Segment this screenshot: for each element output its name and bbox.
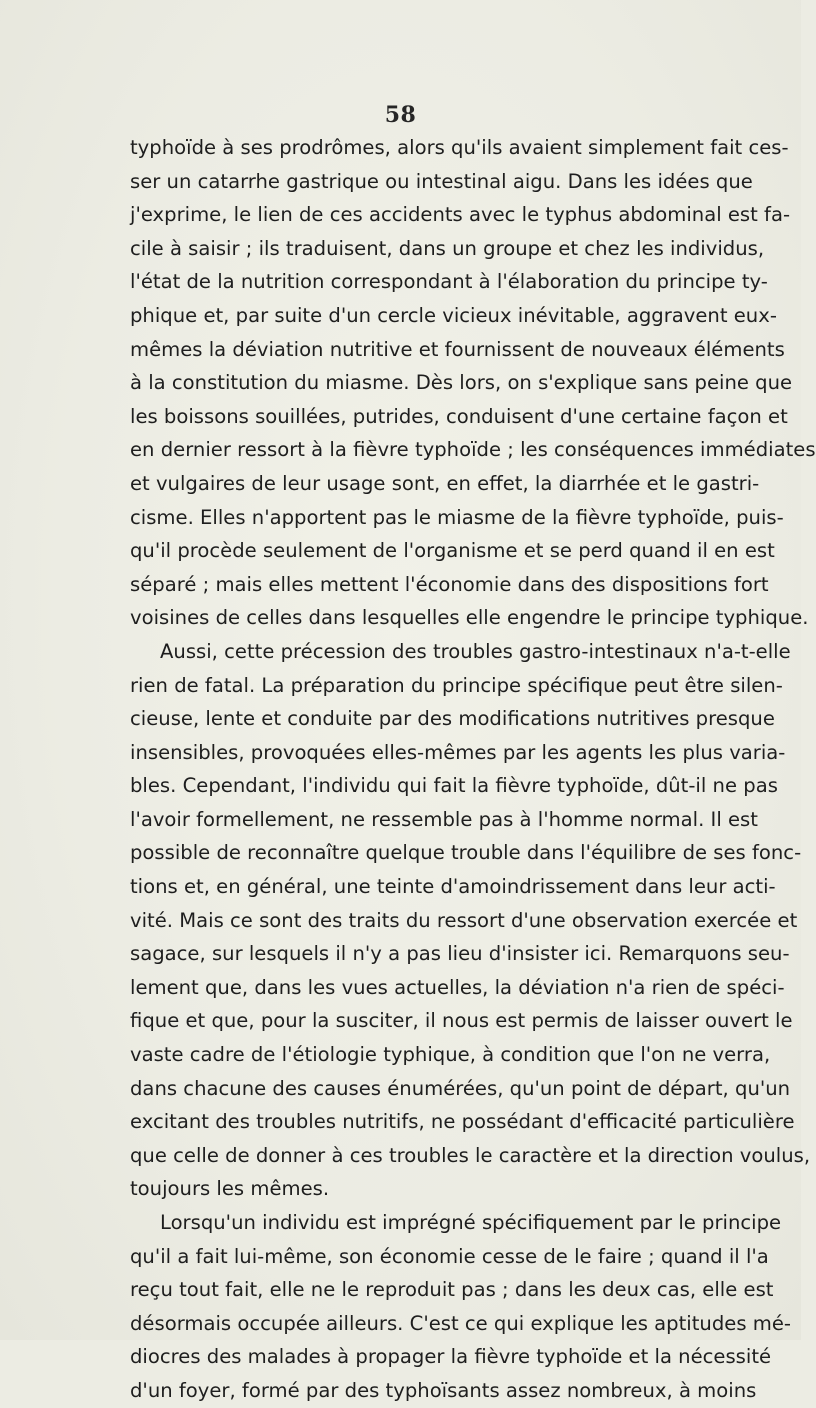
text-line: possible de reconnaître quelque trouble dans l'équilibre de ses fonc- bbox=[130, 841, 802, 865]
text-line: tions et, en général, une teinte d'amoindrissement dans leur acti- bbox=[130, 875, 776, 899]
text-line: l'état de la nutrition correspondant à l'élaboration du principe ty- bbox=[130, 270, 768, 294]
text-line: qu'il procède seulement de l'organisme et se perd quand il en est bbox=[130, 539, 775, 563]
text-line: dans chacune des causes énumérées, qu'un point de départ, qu'un bbox=[130, 1076, 791, 1100]
text-line: insensibles, provoquées elles-mêmes par les agents les plus varia- bbox=[130, 740, 786, 764]
text-line: ser un catarrhe gastrique ou intestinal aigu. Dans les idées que bbox=[130, 169, 753, 193]
text-line: cieuse, lente et conduite par des modifications nutritives presque bbox=[130, 707, 775, 731]
text-line: j'exprime, le lien de ces accidents avec le typhus abdominal est fa- bbox=[130, 203, 791, 227]
text-line: d'un foyer, formé par des typhoïsants assez nombreux, à moins bbox=[130, 1378, 757, 1402]
text-line: les boissons souillées, putrides, conduisent d'une certaine façon et bbox=[130, 404, 788, 428]
text-line: mêmes la déviation nutritive et fournissent de nouveaux éléments bbox=[130, 337, 785, 361]
text-line: bles. Cependant, l'individu qui fait la fièvre typhoïde, dût-il ne pas bbox=[130, 774, 778, 798]
text-line: toujours les mêmes. bbox=[130, 1177, 330, 1201]
text-line: cile à saisir ; ils traduisent, dans un groupe et chez les individus, bbox=[130, 236, 765, 260]
text-line: séparé ; mais elles mettent l'économie dans des dispositions fort bbox=[130, 572, 769, 596]
text-line: vité. Mais ce sont des traits du ressort d'une observation exercée et bbox=[130, 908, 798, 932]
text-line: que celle de donner à ces troubles le caractère et la direction voulus, bbox=[130, 1143, 811, 1167]
body-text bbox=[130, 131, 816, 1408]
text-line: fique et que, pour la susciter, il nous est permis de laisser ouvert le bbox=[130, 1009, 793, 1033]
text-line: l'avoir formellement, ne ressemble pas à l'homme normal. Il est bbox=[130, 807, 758, 831]
text-line: rien de fatal. La préparation du principe spécifique peut être silen- bbox=[130, 673, 783, 697]
text-line: cisme. Elles n'apportent pas le miasme de la fièvre typhoïde, puis- bbox=[130, 505, 784, 529]
text-line: typhoïde à ses prodrômes, alors qu'ils avaient simplement fait ces- bbox=[130, 136, 789, 159]
text-line: en dernier ressort à la fièvre typhoïde ; les conséquences immédiates bbox=[130, 438, 816, 462]
text-line: qu'il a fait lui-même, son économie cesse de le faire ; quand il l'a bbox=[130, 1244, 769, 1268]
text-line: Lorsqu'un individu est imprégné spécifiquement par le principe bbox=[160, 1211, 782, 1234]
text-line: phique et, par suite d'un cercle vicieux inévitable, aggravent eux- bbox=[130, 303, 777, 327]
text-line: lement que, dans les vues actuelles, la déviation n'a rien de spéci- bbox=[130, 975, 785, 999]
text-line: excitant des troubles nutritifs, ne possédant d'efficacité particulière bbox=[130, 1110, 795, 1134]
text-line: sagace, sur lesquels il n'y a pas lieu d'insister ici. Remarquons seu- bbox=[130, 942, 790, 966]
text-line: diocres des malades à propager la fièvre typhoïde et la nécessité bbox=[130, 1345, 772, 1369]
page-number: 58 bbox=[384, 102, 417, 128]
text-line: Aussi, cette précession des troubles gastro-intestinaux n'a-t-elle bbox=[160, 639, 791, 663]
text-line: voisines de celles dans lesquelles elle engendre le principe typhique. bbox=[130, 606, 809, 630]
text-line: vaste cadre de l'étiologie typhique, à condition que l'on ne verra, bbox=[130, 1043, 771, 1067]
text-line: et vulgaires de leur usage sont, en effet, la diarrhée et le gastri- bbox=[130, 471, 760, 495]
text-line: reçu tout fait, elle ne le reproduit pas ; dans les deux cas, elle est bbox=[130, 1278, 774, 1302]
text-line: désormais occupée ailleurs. C'est ce qui explique les aptitudes mé- bbox=[130, 1311, 791, 1335]
text-line: à la constitution du miasme. Dès lors, on s'explique sans peine que bbox=[130, 371, 793, 395]
